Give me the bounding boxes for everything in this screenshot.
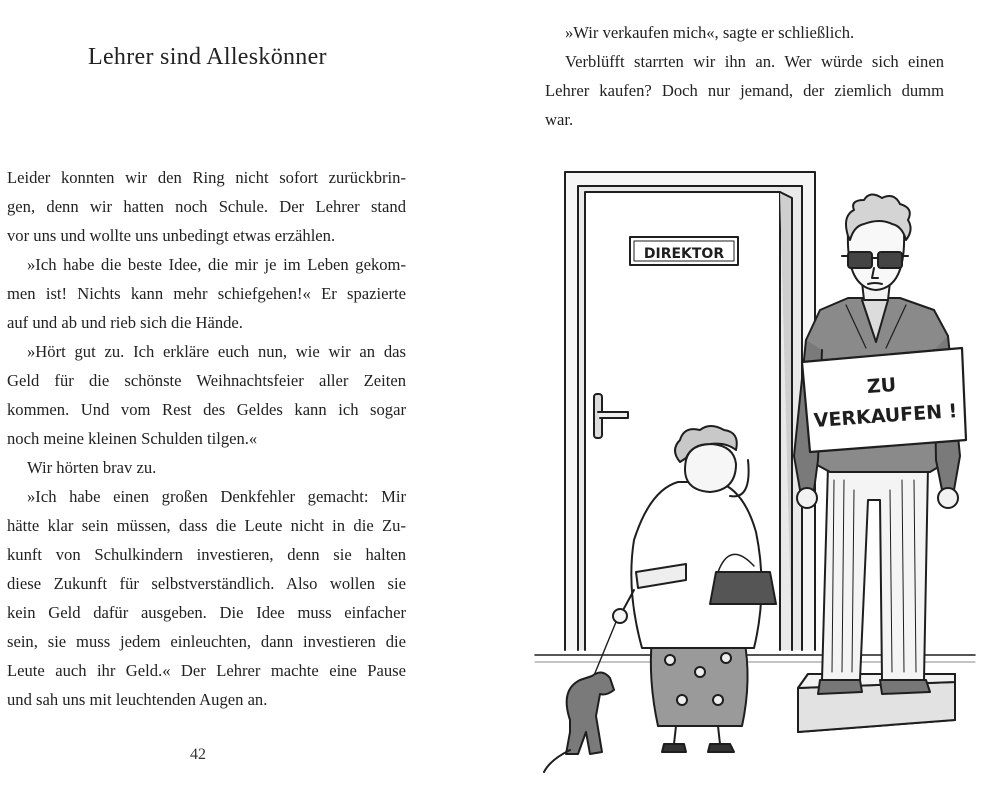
text-line — [7, 424, 406, 453]
text-line-content: Wir hörten brav zu. — [27, 458, 157, 477]
text-line-content: kunft von Schulkindern investieren, denn sie halten — [7, 545, 406, 564]
text-line-content: diese Zukunft für selbstverständlich. Also wollen sie — [7, 574, 406, 593]
text-line — [7, 366, 406, 395]
text-line-content: kommen. Und vom Rest des Geldes kann ich sogar — [7, 400, 406, 419]
illustration — [530, 160, 980, 785]
text-line — [545, 47, 944, 76]
right-page-body — [545, 18, 944, 134]
illustration-drawing — [530, 160, 980, 785]
text-line-content: und sah uns mit leuchtenden Augen an. — [7, 690, 268, 709]
text-line-content: men ist! Nichts kann mehr schiefgehen!« Er spazierte — [7, 284, 406, 303]
text-line-content: kein Geld dafür ausgeben. Die Idee muss einfacher — [7, 603, 406, 622]
sale-sign-line2: VERKAUFEN ! — [813, 400, 959, 433]
text-line-content: Leider konnten wir den Ring nicht sofort zurückbrin- — [7, 168, 406, 187]
text-line — [7, 482, 406, 511]
text-line — [7, 569, 406, 598]
text-line — [7, 453, 406, 482]
left-page-body — [7, 163, 406, 714]
page-number: 42 — [190, 746, 206, 763]
text-line — [7, 163, 406, 192]
text-line-content: sein, sie muss jedem einleuchten, dann investieren die — [7, 632, 406, 651]
text-line — [7, 250, 406, 279]
text-line — [545, 76, 944, 105]
text-line — [545, 105, 944, 134]
director-sign-label: DIREKTOR — [643, 246, 725, 262]
text-line — [7, 685, 406, 714]
text-line-content: »Ich habe die beste Idee, die mir je im Leben gekom- — [27, 255, 406, 274]
text-line — [7, 279, 406, 308]
text-line-content: Leute auch ihr Geld.« Der Lehrer machte eine Pause — [7, 661, 406, 680]
text-line-content: noch meine kleinen Schulden tilgen.« — [7, 429, 258, 448]
text-line-content: gen, denn wir hatten noch Schule. Der Lehrer stand — [7, 197, 406, 216]
text-line — [7, 656, 406, 685]
text-line — [7, 192, 406, 221]
text-line — [7, 598, 406, 627]
sale-sign-line1: ZU — [866, 374, 897, 399]
text-line — [7, 511, 406, 540]
chapter-title: Lehrer sind Alleskönner — [88, 44, 327, 70]
text-line-content: Lehrer kaufen? Doch nur jemand, der ziemlich dumm — [545, 81, 944, 100]
text-line — [7, 627, 406, 656]
text-line-content: »Ich habe einen großen Denkfehler gemacht: Mir — [27, 487, 406, 506]
text-line-content: auf und ab und rieb sich die Hände. — [7, 313, 243, 332]
text-line-content: Verblüfft starrten wir ihn an. Wer würde sich einen — [565, 52, 944, 71]
text-line — [7, 540, 406, 569]
text-line — [7, 308, 406, 337]
text-line — [7, 221, 406, 250]
text-line-content: »Hört gut zu. Ich erkläre euch nun, wie wir an das — [27, 342, 406, 361]
text-line — [7, 337, 406, 366]
dog-figure — [544, 672, 614, 772]
text-line-content: »Wir verkaufen mich«, sagte er schließlich. — [565, 23, 855, 42]
text-line-content: vor uns und wollte uns unbedingt etwas erzählen. — [7, 226, 336, 245]
text-line-content: war. — [545, 110, 574, 129]
text-line-content: hätte klar sein müssen, dass die Leute nicht in die Zu- — [7, 516, 406, 535]
text-line — [7, 395, 406, 424]
text-line-content: Geld für die schönste Weihnachtsfeier aller Zeiten — [7, 371, 406, 390]
text-line — [545, 18, 944, 47]
